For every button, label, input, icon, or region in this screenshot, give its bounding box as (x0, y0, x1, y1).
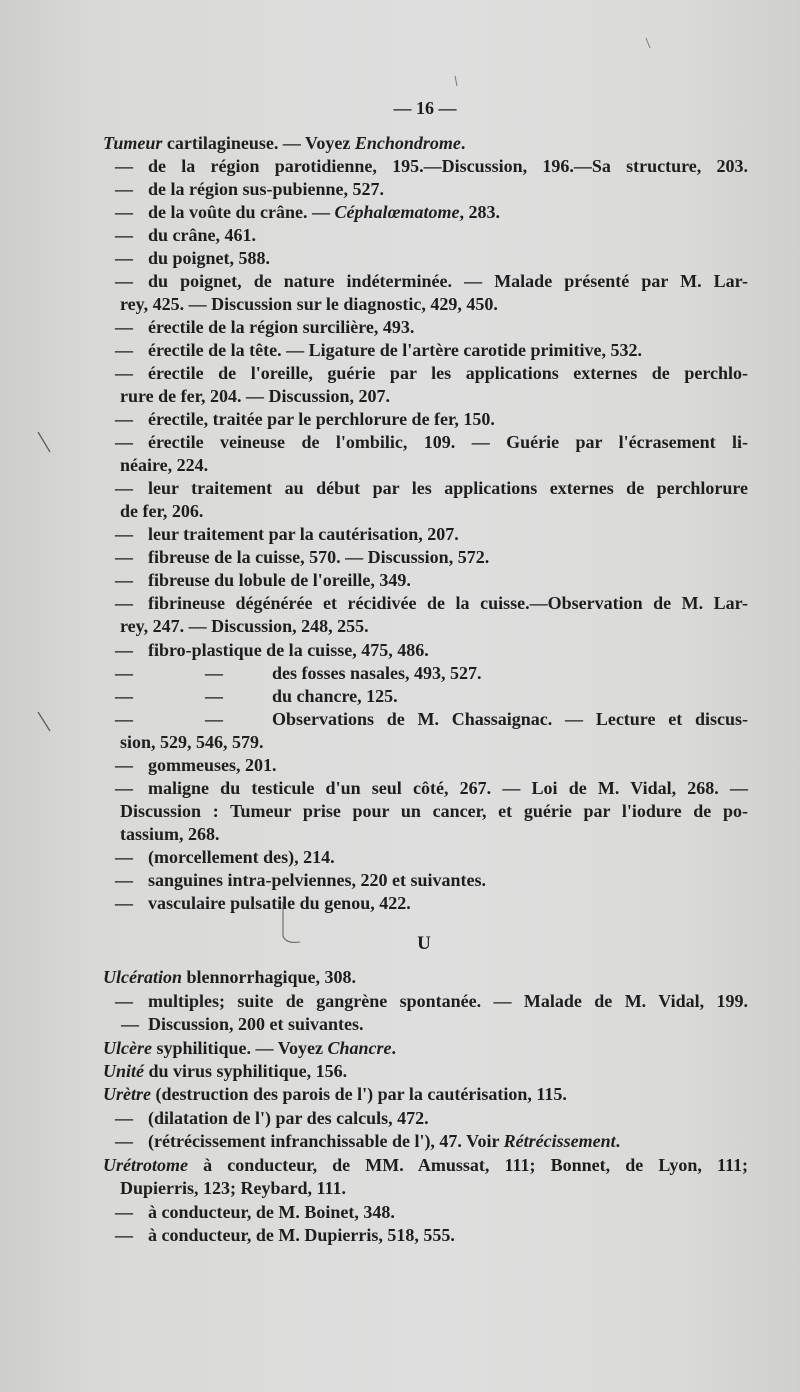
ditto-dash: — (115, 1131, 133, 1152)
index-line (0, 615, 800, 638)
index-line (0, 247, 800, 270)
index-line (0, 685, 800, 708)
ditto-dash: — (115, 870, 133, 890)
index-line (0, 990, 800, 1013)
subentry-text: maligne du testicule d'un seul côté, 267. — Loi de M. Vidal, 268. — (148, 777, 748, 798)
index-line (0, 178, 800, 201)
index-line (0, 454, 800, 477)
pencil-mark (455, 76, 457, 86)
ditto-dash: — (115, 893, 133, 914)
subentry-text: érectile de l'oreille, guérie par les applications externes de perchlo- (148, 362, 748, 383)
ditto-dash: — (115, 846, 133, 867)
subentry-text: érectile veineuse de l'ombilic, 109. — Guérie par l'écrasement li- (148, 432, 748, 453)
ditto-dash: — (115, 478, 133, 499)
index-line (0, 754, 800, 777)
subentry-page: , 283. (459, 201, 500, 222)
subentry-text: gommeuses, 201. (148, 754, 277, 775)
index-section-u (0, 966, 800, 1247)
entry-headword: Tumeur (103, 132, 163, 153)
ditto-dash: — (205, 685, 223, 706)
subentry-text: Observations de M. Chassaignac. — Lecture et discus- (272, 708, 748, 729)
index-line (0, 201, 800, 224)
subentry-text: fibreuse du lobule de l'oreille, 349. (148, 570, 411, 591)
subentry-text: Discussion, 200 et suivantes. (148, 1014, 364, 1035)
ditto-dash: — (115, 593, 133, 614)
subentry-text: à conducteur, de M. Boinet, 348. (148, 1201, 395, 1222)
ditto-dash: — (115, 570, 133, 591)
cross-reference: Rétrécissement (503, 1131, 616, 1152)
entry-headword: Urètre (103, 1084, 151, 1105)
index-line (0, 846, 800, 869)
continuation-text: rure de fer, 204. — Discussion, 207. (120, 386, 390, 407)
index-line (0, 1154, 800, 1177)
ditto-dash: — (115, 547, 133, 568)
subentry-text: des fosses nasales, 493, 527. (272, 662, 482, 683)
index-entry (103, 132, 748, 155)
subentry-text: du crâne, 461. (148, 224, 256, 245)
index-line (0, 224, 800, 247)
subentry-text: de la région sus-pubienne, 527. (148, 178, 385, 199)
entry-headword: Urétrotome (103, 1154, 188, 1175)
subentry-text: (dilatation de l') par des calculs, 472. (148, 1107, 429, 1128)
subentry-text: érectile de la région surcilière, 493. (148, 316, 415, 337)
subentry-text: leur traitement au début par les applications externes de perchlorure (148, 478, 748, 499)
index-entry (103, 1037, 748, 1060)
index-line (0, 1083, 800, 1106)
section-letter-heading: U (417, 933, 431, 954)
index-line (0, 662, 800, 685)
entry-headword: Ulcération (103, 967, 182, 988)
index-entry (103, 1083, 748, 1106)
index-line (0, 569, 800, 592)
index-line (0, 1060, 800, 1083)
continuation-text: rey, 247. — Discussion, 248, 255. (120, 616, 369, 637)
index-entry (103, 966, 748, 989)
subentry-text: de la région parotidienne, 195.—Discussion, 196.—Sa structure, 203. (148, 155, 748, 176)
entry-body: blennorrhagique, 308. (182, 967, 357, 988)
index-line (0, 1224, 800, 1247)
subentry-body: (rétrécissement infranchissable de l'), 47. Voir (148, 1131, 504, 1152)
ditto-dash: — (115, 754, 133, 775)
ditto-dash: — (115, 409, 133, 430)
ditto-dash: — (115, 1107, 133, 1128)
index-line (0, 777, 800, 800)
index-line (0, 1130, 800, 1153)
index-line (0, 966, 800, 989)
page-number: — 16 — (393, 98, 457, 118)
index-line (0, 270, 800, 293)
index-line (0, 546, 800, 569)
subentry-text: à conducteur, de M. Dupierris, 518, 555. (148, 1225, 455, 1246)
subentry-text: du chancre, 125. (272, 685, 398, 706)
ditto-dash: — (115, 201, 133, 222)
index-entry (103, 1154, 748, 1177)
entry-body: (destruction des parois de l') par la cautérisation, 115. (151, 1084, 567, 1105)
cross-reference: Chancre (327, 1037, 392, 1058)
ditto-dash: — (115, 178, 133, 199)
entry-body: du virus syphilitique, 156. (144, 1061, 348, 1082)
index-line (0, 477, 800, 500)
ditto-dash: — (115, 432, 133, 453)
continuation-text: néaire, 224. (120, 455, 209, 476)
index-line (0, 823, 800, 846)
ditto-dash: — (115, 662, 133, 683)
ditto-dash: — (205, 708, 223, 729)
subentry-text: du poignet, de nature indéterminée. — Malade présenté par M. Lar- (148, 270, 748, 291)
ditto-dash: — (115, 155, 133, 176)
pencil-mark (646, 38, 650, 48)
index-line (0, 500, 800, 523)
index-entry (103, 1060, 748, 1083)
index-line (0, 708, 800, 731)
subentry-text: érectile de la tête. — Ligature de l'artère carotide primitive, 532. (148, 339, 643, 360)
subentry-text: multiples; suite de gangrène spontanée. — Malade de M. Vidal, 199. (148, 990, 748, 1011)
ditto-dash: — (115, 685, 133, 706)
ditto-dash: — (115, 708, 133, 729)
subentry-text: (morcellement des), 214. (148, 846, 335, 867)
index-section-t (0, 132, 800, 916)
ditto-dash: — (115, 316, 133, 337)
index-line (0, 132, 800, 155)
index-line (0, 869, 800, 892)
subentry-text: fibro-plastique de la cuisse, 475, 486. (148, 639, 429, 660)
index-line (0, 639, 800, 662)
ditto-dash: — (115, 1201, 133, 1222)
entry-body: à conducteur, de MM. Amussat, 111; Bonnet, de Lyon, 111; (188, 1154, 748, 1175)
cross-reference: Céphalœmatome (334, 201, 460, 222)
index-line (0, 362, 800, 385)
index-line (0, 431, 800, 454)
subentry-text: leur traitement par la cautérisation, 207. (148, 524, 459, 545)
index-line (0, 408, 800, 431)
ditto-dash: — (115, 270, 133, 291)
ditto-dash: — (115, 1225, 133, 1246)
subentry-text (148, 201, 748, 224)
index-line (0, 385, 800, 408)
ditto-dash: — (115, 362, 133, 383)
index-line (0, 892, 800, 915)
entry-punctuation: . (391, 1037, 397, 1058)
ditto-dash: — (115, 524, 133, 545)
ditto-dash: — (115, 339, 133, 360)
continuation-text: tassium, 268. (120, 823, 220, 844)
index-line (0, 339, 800, 362)
index-line (0, 1201, 800, 1224)
ditto-dash: — (121, 1014, 139, 1035)
index-line (0, 800, 800, 823)
subentry-text: fibrineuse dégénérée et récidivée de la cuisse.—Observation de M. Lar- (148, 593, 748, 614)
subentry-text: vasculaire pulsatile du genou, 422. (148, 893, 411, 914)
index-line (0, 316, 800, 339)
subentry-text: fibreuse de la cuisse, 570. — Discussion, 572. (148, 547, 490, 568)
index-line (0, 1013, 800, 1036)
entry-body: syphilitique. — Voyez (151, 1037, 328, 1058)
continuation-text: sion, 529, 546, 579. (120, 731, 264, 752)
subentry-text: du poignet, 588. (148, 247, 271, 268)
entry-headword: Ulcère (103, 1037, 152, 1058)
continuation-text: de fer, 206. (120, 501, 204, 522)
subentry-text: sanguines intra-pelviennes, 220 et suivantes. (148, 870, 487, 890)
cross-reference: Enchondrome (354, 132, 461, 153)
entry-body: cartilagineuse. — Voyez (162, 132, 355, 153)
subentry-text: érectile, traitée par le perchlorure de fer, 150. (148, 409, 495, 430)
continuation-text: Discussion : Tumeur prise pour un cancer, et guérie par l'iodure de po- (120, 800, 748, 821)
ditto-dash: — (115, 990, 133, 1011)
index-line (0, 155, 800, 178)
ditto-dash: — (115, 639, 133, 660)
index-line (0, 1107, 800, 1130)
subentry-text (148, 1130, 748, 1153)
subentry-body: de la voûte du crâne. — (148, 201, 335, 222)
index-line (0, 1037, 800, 1060)
entry-punctuation: . (615, 1131, 621, 1152)
index-line (0, 592, 800, 615)
continuation-text: Dupierris, 123; Reybard, 111. (120, 1178, 347, 1199)
ditto-dash: — (205, 662, 223, 683)
index-line (0, 1177, 800, 1200)
index-line (0, 523, 800, 546)
ditto-dash: — (115, 777, 133, 798)
entry-headword: Unité (103, 1061, 145, 1082)
continuation-text: rey, 425. — Discussion sur le diagnostic, 429, 450. (120, 293, 498, 314)
ditto-dash: — (115, 247, 133, 268)
index-line (0, 293, 800, 316)
entry-punctuation: . (460, 132, 466, 153)
ditto-dash: — (115, 224, 133, 245)
index-line (0, 731, 800, 754)
